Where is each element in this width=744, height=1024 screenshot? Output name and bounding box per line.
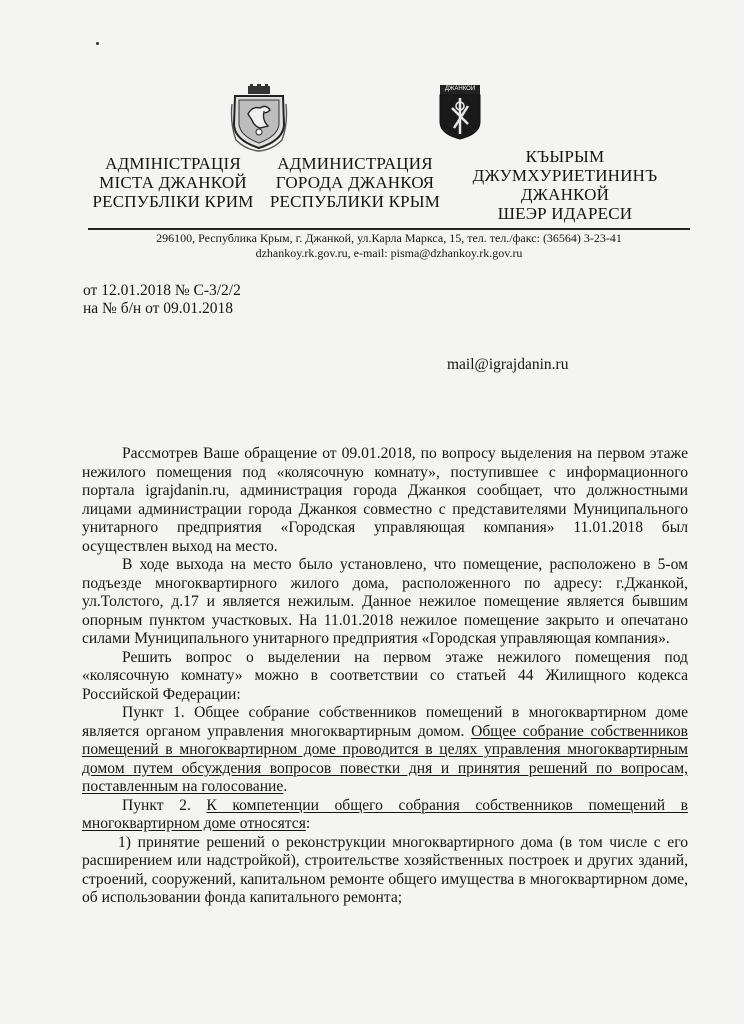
header-crimean-tatar-line: ДЖУМХУРИЕТИНИНЪ — [472, 166, 658, 185]
header-crimean-tatar-line: КЪЫРЫМ — [525, 147, 605, 166]
underlined-text: Общее собрание собственников помещений в многоквартирном доме проводится в целях управления многоквартирным домом путем обсуждения вопросов повестки дня и принятия решений по вопросам, поставленным на голосование — [82, 722, 688, 795]
paragraph-text: Пункт 1. Общее собрание собственников помещений в многоквартирном доме является органом управления многоквартирным домом. — [82, 704, 688, 740]
header-ukrainian — [88, 154, 258, 211]
header-ukrainian-line: МІСТА ДЖАНКОЙ — [99, 173, 247, 192]
paragraph-punctuation: . — [283, 778, 288, 795]
header-russian — [265, 154, 445, 211]
crimea-coat-of-arms-icon — [230, 84, 288, 152]
letter-body — [82, 445, 688, 908]
header-crimean-tatar — [470, 147, 660, 223]
body-paragraph: Рассмотрев Ваше обращение от 09.01.2018, по вопросу выделения на первом этаже нежилого помещения под «колясочную комнату», поступившее с информационного портала igrajdanin.ru, администрация города Джанкоя сообщает, что должностными лицами администрации города Джанкоя совместно с представителями Муниципального унитарного предприятия «Городская управляющая компания» 11.01.2018 был осуществлен выход на место. — [82, 445, 688, 555]
header-crimean-tatar-line: ШЕЭР ИДАРЕСИ — [497, 204, 633, 223]
paragraph-text: Пункт 2. — [122, 796, 207, 814]
body-paragraph — [82, 797, 688, 834]
contact-web-email-line: dzhankoy.rk.gov.ru, e-mail: pisma@dzhankoy.rk.gov.ru — [255, 246, 523, 260]
body-paragraph: В ходе выхода на место было установлено, что помещение, расположено в 5-ом подъезде многоквартирного жилого дома, расположенного по адресу: г.Джанкой, ул.Толстого, д.17 и является нежилым. Данное нежилое помещение является бывшим опорным пунктом участковых. На 11.01.2018 нежилое помещение закрыто и опечатано силами Муниципального унитарного предприятия «Городская управляющая компания». — [82, 556, 688, 647]
body-paragraph: Решить вопрос о выделении на первом этаже нежилого помещения под «колясочную комнату» можно в соответствии со статьей 44 Жилищного кодекса Российской Федерации: — [82, 648, 688, 703]
header-russian-line: АДМИНИСТРАЦИЯ — [277, 154, 433, 173]
header-crimean-tatar-line: ДЖАНКОЙ — [520, 185, 610, 204]
dzhankoy-emblem-caption: ДЖАНКОЙ — [444, 86, 476, 92]
contact-info — [88, 231, 690, 261]
header-divider — [88, 228, 690, 230]
body-paragraph — [82, 704, 688, 797]
contact-address-line: 296100, Республика Крым, г. Джанкой, ул.Карла Маркса, 15, тел. тел./факс: (36564) 3-23-41 — [156, 231, 622, 245]
underlined-text: К компетенции общего собрания собственников помещений в многоквартирном доме относятся — [82, 796, 688, 832]
header-ukrainian-line: РЕСПУБЛІКИ КРИМ — [92, 192, 254, 211]
header-russian-line: ГОРОДА ДЖАНКОЯ — [275, 173, 435, 192]
outgoing-reference: от 12.01.2018 № С-3/2/2 — [83, 282, 241, 299]
incoming-reference: на № б/н от 09.01.2018 — [83, 300, 234, 317]
paragraph-punctuation: : — [305, 815, 311, 832]
header-russian-line: РЕСПУБЛИКИ КРЫМ — [269, 192, 441, 211]
scan-speck — [96, 42, 99, 45]
header-ukrainian-line: АДМІНІСТРАЦІЯ — [105, 154, 241, 173]
body-paragraph: 1) принятие решений о реконструкции многоквартирного дома (в том числе с его расширением или надстройкой), строительстве хозяйственных построек и других зданий, строений, сооружений, капитальном ремонте общего имущества в многоквартирном доме, об использовании фонда капитального ремонта; — [82, 833, 688, 906]
recipient-email: mail@igrajdanin.ru — [447, 356, 569, 373]
